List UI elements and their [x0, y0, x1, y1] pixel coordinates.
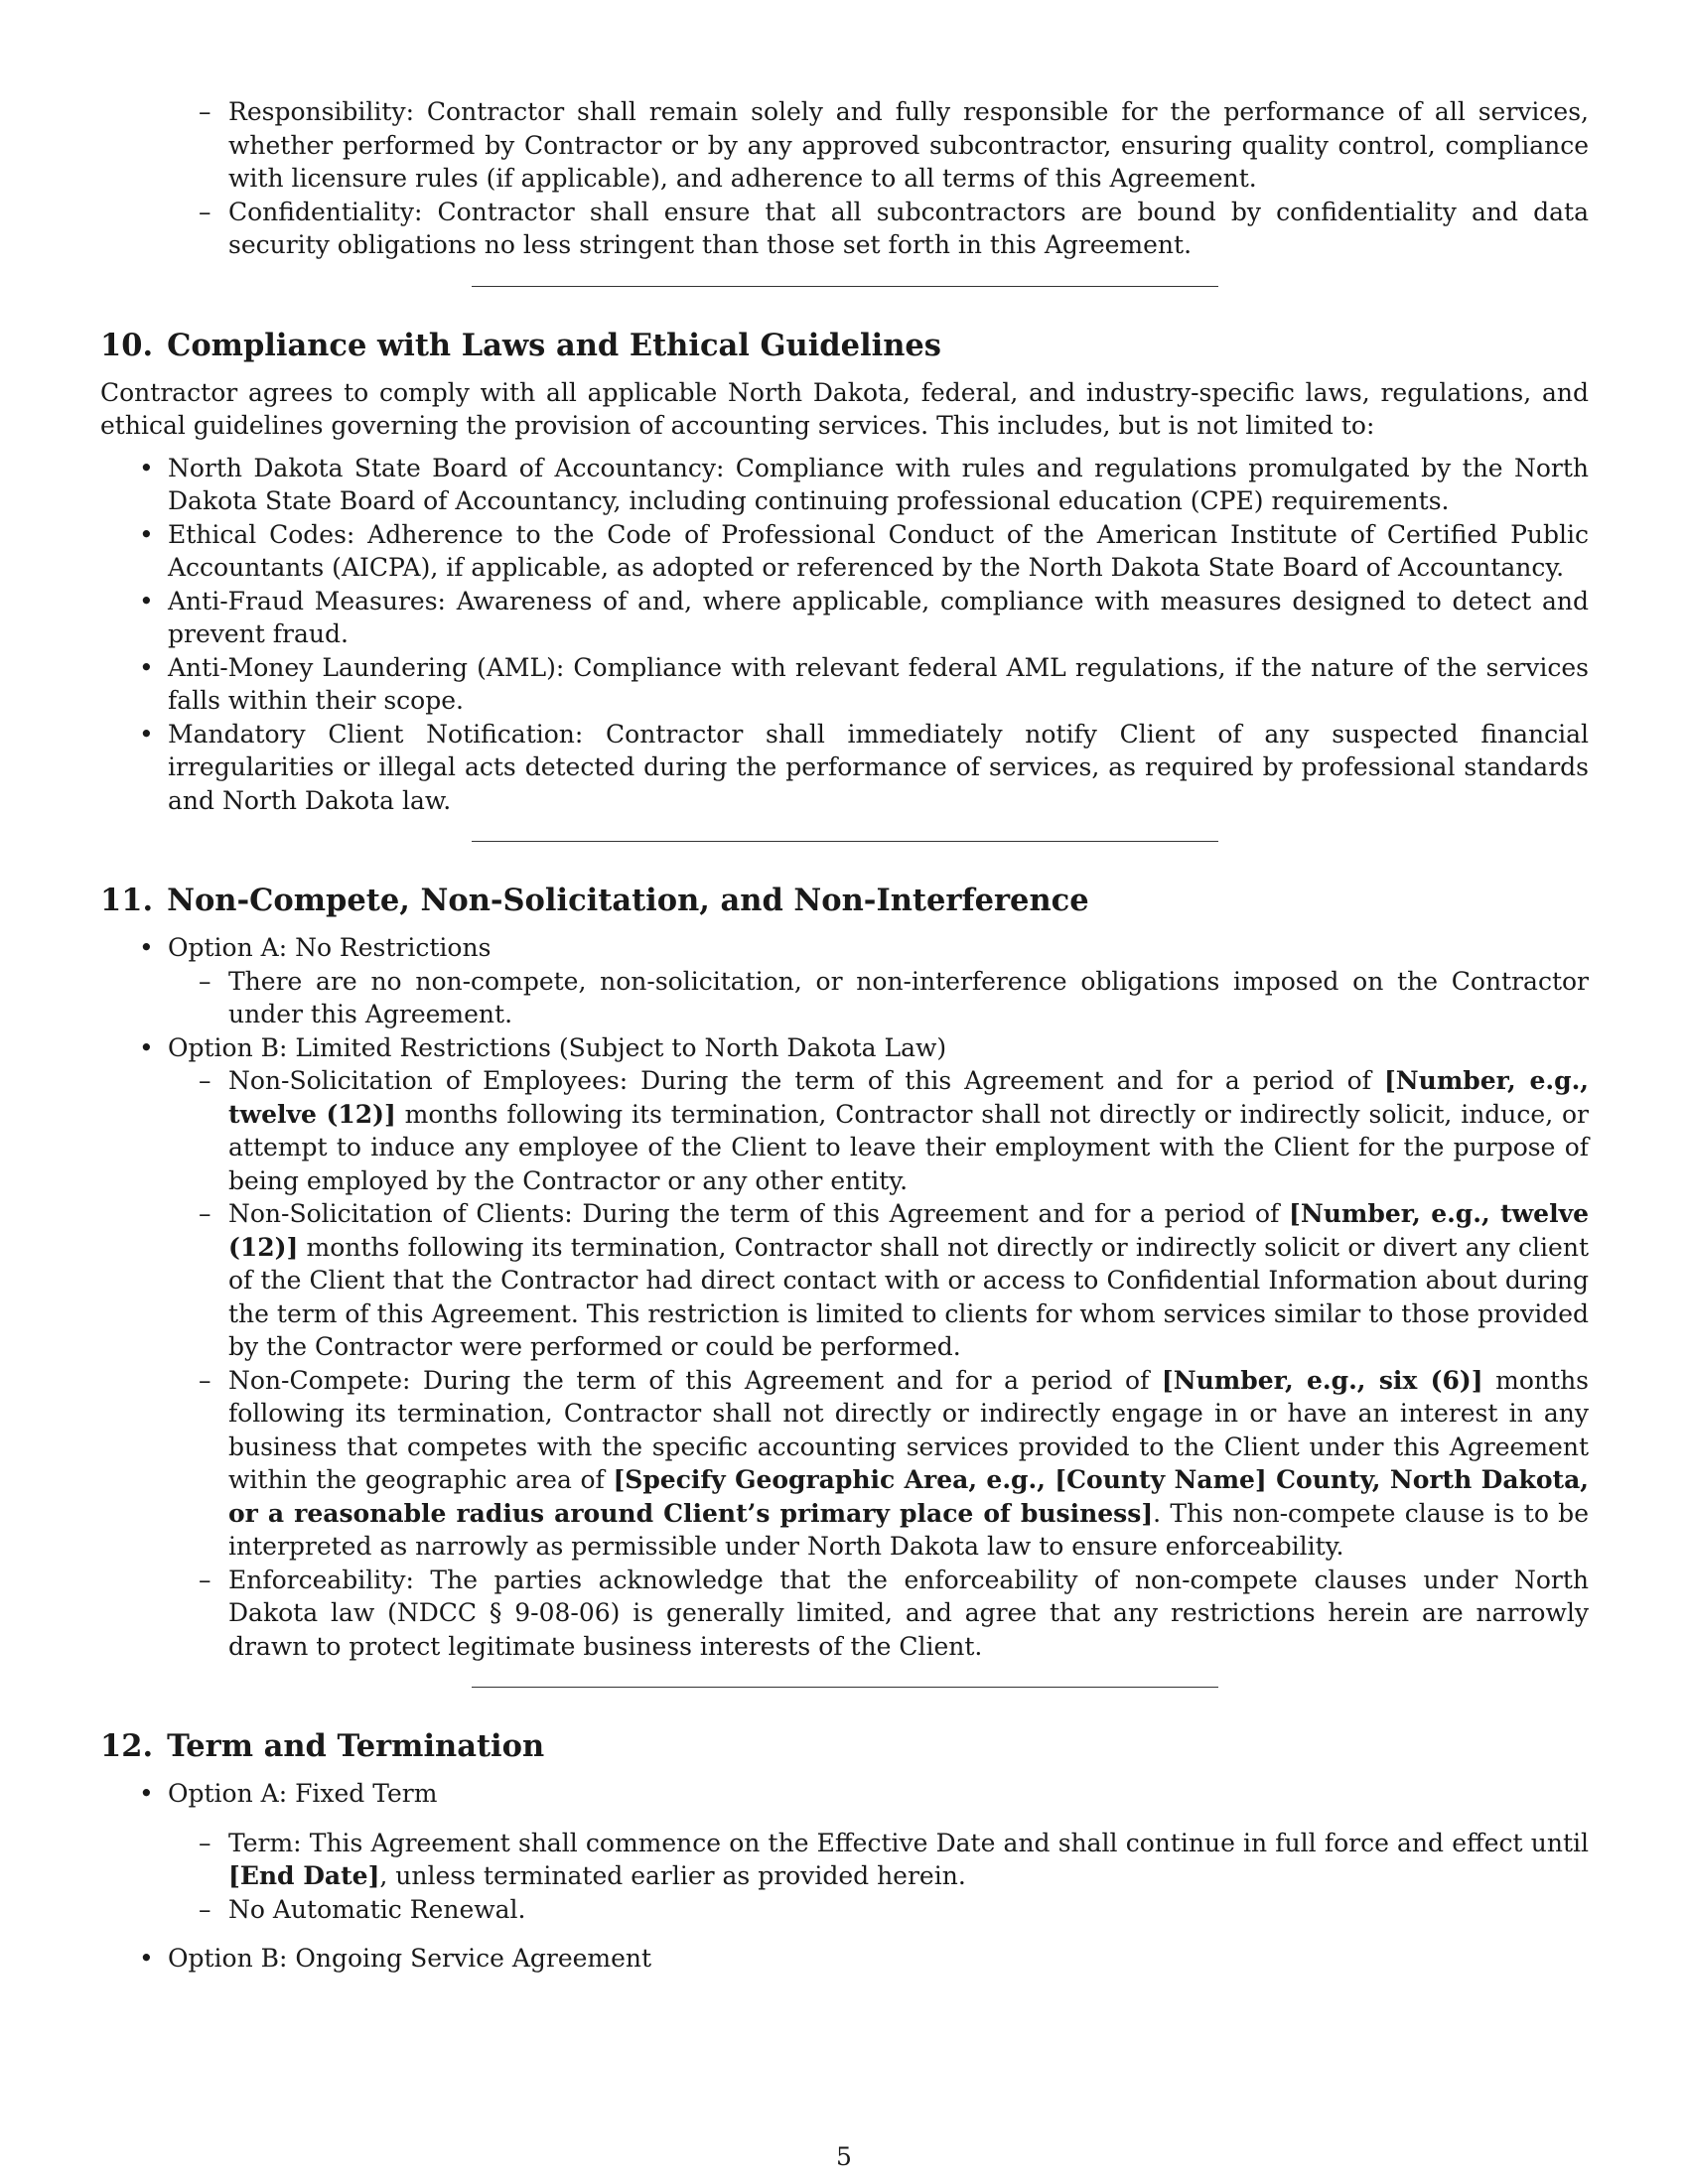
list-item: – Confidentiality: Contractor shall ensure that all subcontractors are bound by confidentiality and data security obligations no less stringent than those set forth in this Agreement. [199, 197, 1589, 259]
bullet-marker: • [139, 933, 154, 962]
dash-marker: – [199, 1199, 211, 1228]
list-item: • Anti-Fraud Measures: Awareness of and, where applicable, compliance with measures designed to detect and prevent fraud. [139, 586, 1589, 648]
dash-marker: – [199, 1365, 211, 1395]
compliance-list [100, 452, 1589, 818]
bullet-marker: • [139, 586, 154, 615]
subcontracting-terms-list [100, 95, 1589, 262]
term-options-list [100, 1777, 1589, 1976]
option-b-item: • Option B: Limited Restrictions (Subject to North Dakota Law) – Non-Solicitation of Employees: During the term of this Agreement and for a period of [Number, e.g., twelve (12)] months following its termination, Contractor shall not directly or indirectly solicit, induce, or attempt to induce any employee of the Client to leave their employment with the Client for the purpose of being employed by the Contractor or any other entity. – Non-Solicitation of Clients: During the term of this Agreement and for a period of [Number, e.g., twelve (12)] months following its termination, Contractor shall not directly or indirectly solicit or divert any client of the Client that the Contractor had direct contact with or access to Confidential Information about during the term of this Agreement. This restriction is limited to clients for whom services similar to those provided by the Contractor were performed or could be performed. – Non-Compete: During the term of this Agreement and for a period of [Number, e.g., six (6)] months following its termination, Contractor shall not directly or indirectly engage in or have an interest in any business that competes with the specific accounting services provided to the Client under this Agreement within the geographic area of [Specify Geographic Area, e.g., [County Name] County, North Dakota, or a reasonable radius around Client’s primary place of business]. This non-compete clause is to be interpreted as narrowly as permissible under North Dakota law to ensure enforceability. – Enforceability: The parties acknowledge that the enforceability of non-compete clauses under North Dakota law (NDCC § 9-08-06) is generally limited, and agree that any restrictions herein are narrowly drawn to protect legitimate business interests of the Client. [100, 1031, 1589, 1664]
list-item: – Responsibility: Contractor shall remain solely and fully responsible for the performance of all services, whether performed by Contractor or by any approved subcontractor, ensuring quality control, compliance with licensure rules (if applicable), and adherence to all terms of this Agreement. [199, 97, 1589, 193]
list-item: – Term: This Agreement shall commence on the Effective Date and shall continue in full force and effect until [End Date], unless terminated earlier as provided herein. [199, 1828, 1589, 1890]
bullet-marker: • [139, 1032, 154, 1062]
dash-marker: – [199, 1565, 211, 1594]
placeholder-field: [Specify Geographic Area, e.g., [County Name] County, North Dakota, or a reasonable radius around Client’s primary place of business] [228, 1465, 1589, 1528]
list-item: • Mandatory Client Notification: Contractor shall immediately notify Client of any suspected financial irregularities or illegal acts detected during the performance of services, as required by professional standards and North Dakota law. [139, 719, 1589, 815]
dash-marker: – [199, 97, 211, 126]
bullet-marker: • [139, 719, 154, 749]
bullet-marker: • [139, 1779, 154, 1808]
list-item: • Ethical Codes: Adherence to the Code of Professional Conduct of the American Institute of Certified Public Accountants (AICPA), if applicable, as adopted or referenced by the North Dakota State Board of Accountancy. [139, 519, 1589, 582]
option-b-item: • Option B: Ongoing Service Agreement [100, 1942, 1589, 1976]
placeholder-field: [Number, e.g., twelve (12)] [228, 1199, 1590, 1262]
list-item: • North Dakota State Board of Accountancy: Compliance with rules and regulations promulgated by the North Dakota State Board of Accountancy, including continuing professional education (CPE) requirements. [139, 453, 1589, 515]
bullet-marker: • [139, 652, 154, 682]
option-a-item: • Option A: Fixed Term – Term: This Agreement shall commence on the Effective Date and shall continue in full force and effect until [End Date], unless terminated earlier as provided herein. – No Automatic Renewal. [100, 1777, 1589, 1942]
dash-marker: – [199, 966, 211, 996]
placeholder-field: [Number, e.g., six (6)] [1161, 1365, 1483, 1395]
placeholder-field: [Number, e.g., twelve (12)] [228, 1066, 1590, 1129]
section-heading-12: 12. Term and Termination [100, 1728, 545, 1764]
dash-marker: – [199, 197, 211, 226]
section-10-intro: Contractor agrees to comply with all applicable North Dakota, federal, and industry-specific laws, regulations, and ethical guidelines governing the provision of accounting services. This includes, but is not limited to: [100, 377, 1589, 440]
list-item: – No Automatic Renewal. [100, 1893, 1589, 1927]
dash-marker: – [199, 1066, 211, 1095]
list-item: • Anti-Money Laundering (AML): Compliance with relevant federal AML regulations, if the nature of the services falls within their scope. [139, 652, 1589, 715]
document-page [100, 95, 1589, 1976]
option-b-sublist [168, 1064, 1589, 1663]
list-item: – Non-Solicitation of Employees: During the term of this Agreement and for a period of [Number, e.g., twelve (12)] months following its termination, Contractor shall not directly or indirectly solicit, induce, or attempt to induce any employee of the Client to leave their employment with the Client for the purpose of being employed by the Contractor or any other entity. [199, 1066, 1590, 1195]
option-a-item: • Option A: No Restrictions – There are no non-compete, non-solicitation, or non-interference obligations imposed on the Contractor under this Agreement. [100, 931, 1589, 1031]
placeholder-field: [End Date] [228, 1861, 380, 1890]
section-heading-10: 10. Compliance with Laws and Ethical Guidelines [100, 327, 941, 363]
bullet-marker: • [139, 1944, 154, 1973]
option-a-sublist [168, 965, 1589, 1031]
dash-marker: – [199, 1828, 211, 1857]
dash-marker: – [199, 1894, 211, 1924]
list-item: – Non-Solicitation of Clients: During the term of this Agreement and for a period of [Number, e.g., twelve (12)] months following its termination, Contractor shall not directly or indirectly solicit or divert any client of the Client that the Contractor had direct contact with or access to Confidential Information about during the term of this Agreement. This restriction is limited to clients for whom services similar to those provided by the Contractor were performed or could be performed. [199, 1199, 1590, 1361]
list-item: – There are no non-compete, non-solicitation, or non-interference obligations imposed on the Contractor under this Agreement. [199, 966, 1589, 1028]
bullet-marker: • [139, 519, 154, 549]
list-item: – Enforceability: The parties acknowledge that the enforceability of non-compete clauses under North Dakota law (NDCC § 9-08-06) is generally limited, and agree that any restrictions herein are narrowly drawn to protect legitimate business interests of the Client. [199, 1565, 1589, 1661]
list-item: – Non-Compete: During the term of this Agreement and for a period of [Number, e.g., six (6)] months following its termination, Contractor shall not directly or indirectly engage in or have an interest in any business that competes with the specific accounting services provided to the Client under this Agreement within the geographic area of [Specify Geographic Area, e.g., [County Name] County, North Dakota, or a reasonable radius around Client’s primary place of business]. This non-compete clause is to be interpreted as narrowly as permissible under North Dakota law to ensure enforceability. [199, 1365, 1590, 1561]
option-a-sublist [168, 1827, 1589, 1927]
restrictions-options-list [100, 931, 1589, 1663]
section-heading-11: 11. Non-Compete, Non-Solicitation, and Non-Interference [100, 883, 1089, 918]
bullet-marker: • [139, 453, 154, 482]
page-number: 5 [836, 2142, 852, 2171]
